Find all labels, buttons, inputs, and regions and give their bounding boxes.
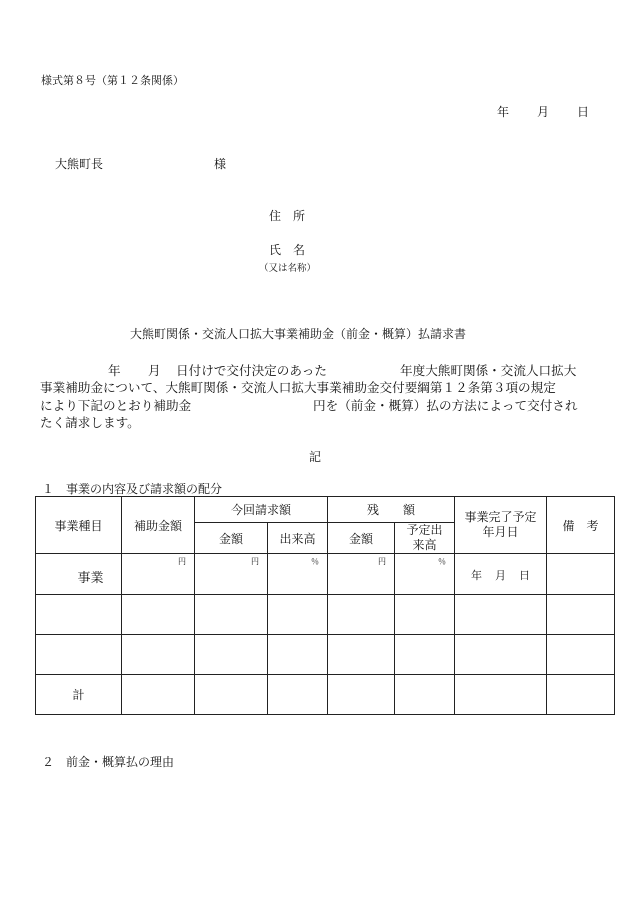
body-line-4: たく請求します。 (40, 415, 140, 430)
body-month: 月 (148, 363, 161, 378)
addressee-honorific: 様 (214, 157, 227, 171)
ki-label: 記 (309, 450, 322, 464)
total-label: 計 (36, 675, 122, 715)
section2-title: ２ 前金・概算払の理由 (42, 755, 175, 769)
body-text-3b: 円を（前金・概算）払の方法によって交付され (313, 398, 578, 413)
unit-yen: 円 (378, 557, 387, 566)
body-year: 年 (108, 363, 121, 378)
date-year: 年 (497, 105, 510, 119)
row1-date-year: 年 (471, 569, 483, 582)
document-title: 大熊町関係・交流人口拡大事業補助金（前金・概算）払請求書 (130, 327, 467, 341)
header-remaining-group: 残 額 (328, 497, 455, 523)
row1-remaining-progress (395, 554, 455, 595)
header-current-group: 今回請求額 (195, 497, 328, 523)
name-note: （又は名称） (259, 263, 317, 274)
date-month: 月 (537, 105, 550, 119)
header-amount: 補助金額 (122, 497, 195, 554)
unit-percent: ％ (438, 557, 447, 566)
header-remaining-progress-text: 予定出来高 (406, 523, 443, 552)
allocation-table (35, 496, 615, 715)
row1-date-day: 日 (519, 569, 531, 582)
header-current-amount: 金額 (195, 523, 268, 554)
table-row (36, 554, 615, 595)
unit-percent: ％ (311, 557, 320, 566)
table-total-row (36, 675, 615, 715)
body-text-1: 日付けで交付決定のあった (176, 363, 327, 378)
header-remarks: 備 考 (547, 497, 615, 554)
section1-title: １ 事業の内容及び請求額の配分 (42, 482, 223, 496)
header-completion-text: 事業完了予定年月日 (464, 510, 537, 539)
body-line-2: 事業補助金について、大熊町関係・交流人口拡大事業補助金交付要綱第１２条第３項の規定 (40, 380, 556, 395)
row1-label: 事業 (77, 570, 104, 586)
row1-amount (122, 554, 195, 595)
body-text-3a: により下記のとおり補助金 (40, 398, 192, 413)
unit-yen: 円 (251, 557, 259, 566)
row1-label-cell (36, 554, 122, 595)
header-completion (455, 497, 547, 554)
header-current-progress: 出来高 (268, 523, 328, 554)
header-remaining-progress (395, 523, 455, 554)
body-text-1b: 年度大熊町関係・交流人口拡大 (400, 363, 577, 378)
unit-yen: 円 (178, 557, 186, 566)
row1-remaining-amount (328, 554, 395, 595)
row1-current-amount (195, 554, 268, 595)
header-type: 事業種目 (36, 497, 122, 554)
date-day: 日 (577, 105, 590, 119)
row1-completion (455, 554, 547, 595)
name-label: 氏 名 (269, 243, 306, 257)
table-row (36, 635, 615, 675)
row1-current-progress (268, 554, 328, 595)
row1-remarks (547, 554, 615, 595)
form-number: 様式第８号（第１２条関係） (41, 74, 184, 87)
table-row (36, 595, 615, 635)
addressee-name: 大熊町長 (55, 157, 104, 171)
header-remaining-amount: 金額 (328, 523, 395, 554)
row1-date-month: 月 (495, 569, 507, 582)
address-label: 住 所 (269, 209, 306, 223)
